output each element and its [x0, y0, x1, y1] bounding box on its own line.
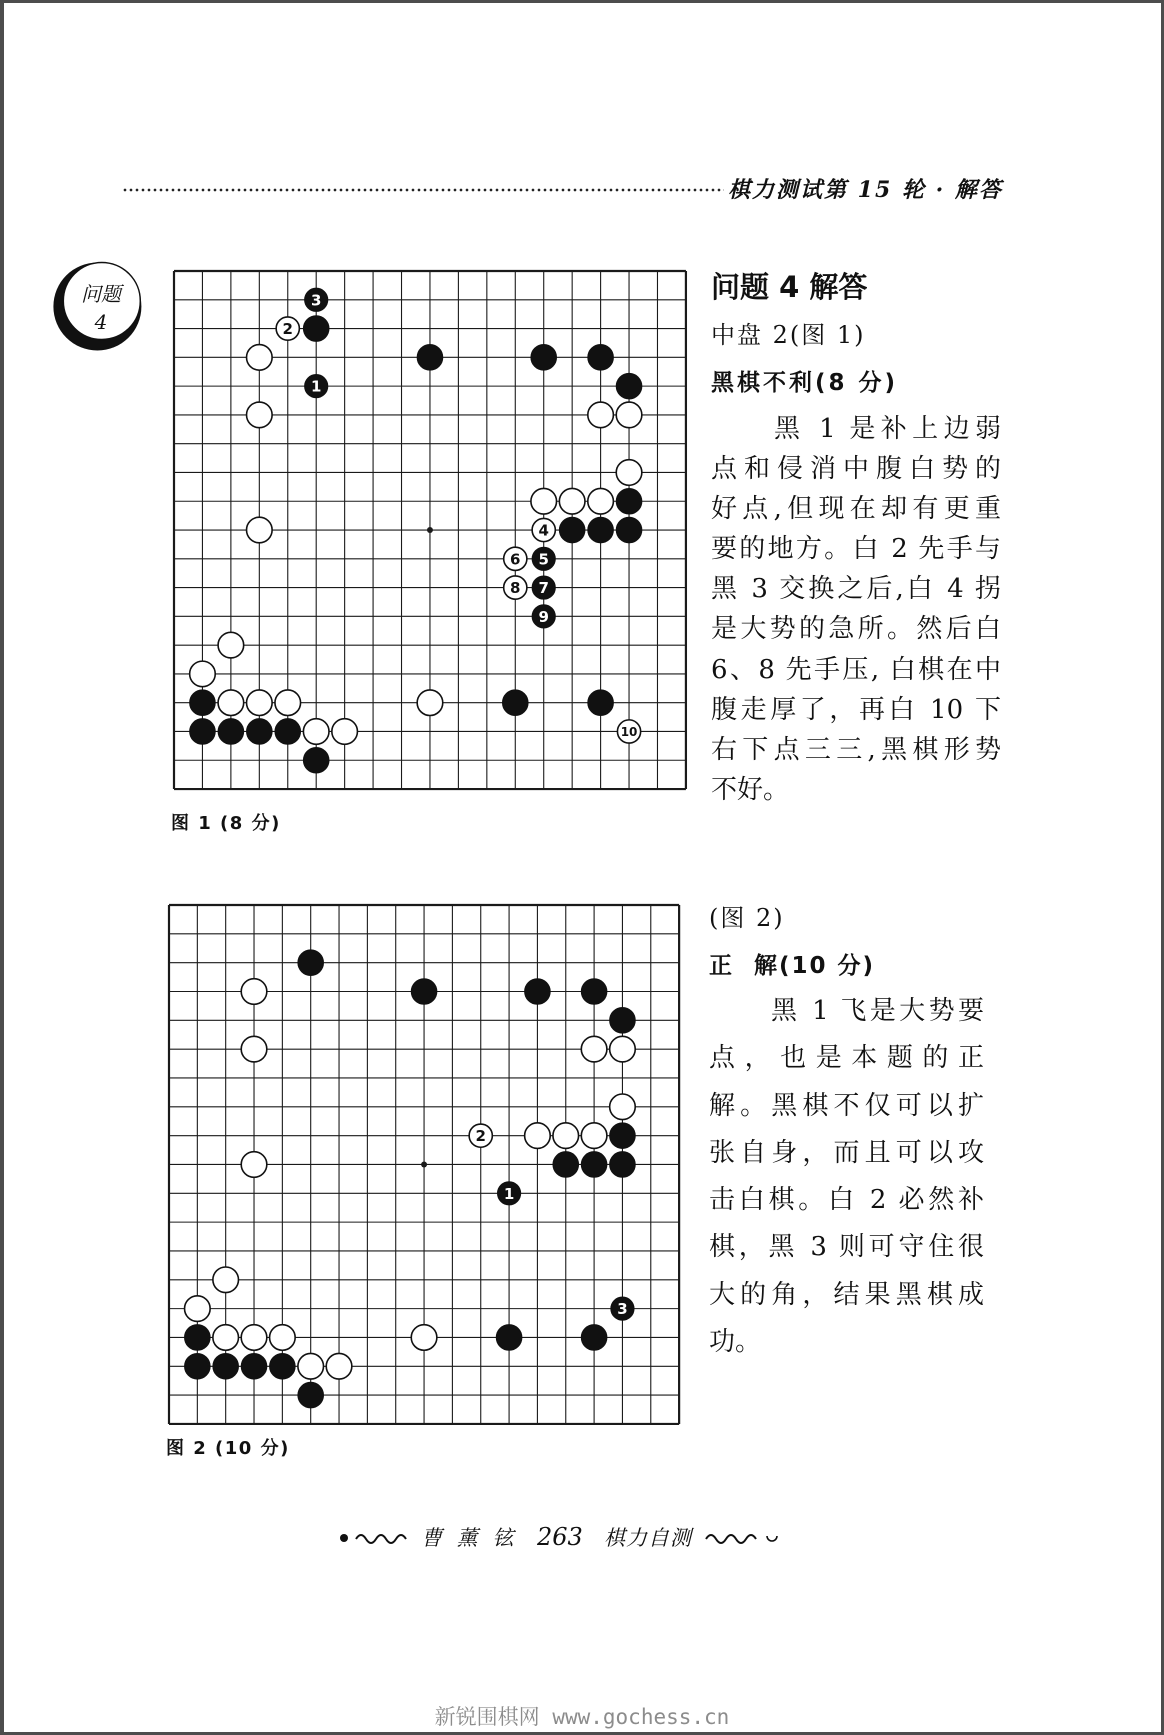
go-board-figure-2 [153, 889, 695, 1440]
black-stone [581, 979, 607, 1005]
move-number: 9 [538, 607, 549, 626]
answer-2-figure-ref: (图 2) [709, 904, 785, 932]
paragraph-line: 不好。 [711, 774, 790, 805]
white-stone [303, 719, 329, 745]
paragraph-line: 点和侵消中腹白势的 [711, 454, 1001, 485]
black-stone [213, 1353, 239, 1379]
black-stone [616, 517, 642, 543]
badge-number: 4 [94, 310, 108, 334]
move-number: 1 [503, 1184, 515, 1203]
paragraph-line: 好点,但现在却有更重 [711, 494, 1001, 525]
footer-end-ornament-icon [764, 1530, 780, 1546]
answer-1-paragraph [711, 409, 1001, 810]
footer-bullet-icon [340, 1534, 348, 1542]
white-stone [247, 402, 273, 428]
paragraph-line: 6、8 先手压, 白棋在中 [711, 654, 1001, 685]
black-stone [185, 1353, 211, 1379]
white-stone [241, 979, 267, 1005]
black-stone [581, 1325, 607, 1351]
black-stone [588, 345, 614, 371]
paragraph-line: 右下点三三,黑棋形势 [711, 734, 1001, 765]
move-number: 3 [617, 1300, 628, 1319]
white-stone [616, 460, 642, 486]
move-number: 1 [310, 377, 322, 396]
black-stone [247, 719, 273, 745]
black-stone [610, 1008, 636, 1034]
star-point [427, 527, 433, 533]
site-watermark: 新锐围棋网 www.gochess.cn [434, 1705, 730, 1729]
move-number: 6 [510, 550, 521, 569]
paragraph-line: 解。黑棋不仅可以扩 [709, 1090, 984, 1121]
paragraph-line: 点，也是本题的正 [709, 1043, 984, 1074]
figure-1-caption: 图 1 (8 分) [171, 813, 281, 834]
black-stone [190, 719, 216, 745]
go-board-figure-1 [158, 255, 702, 805]
white-stone [275, 690, 301, 716]
black-stone [496, 1325, 522, 1351]
black-stone [303, 747, 329, 773]
white-stone [185, 1296, 211, 1322]
star-point [421, 1161, 427, 1167]
footer-ornament-icon [704, 1530, 762, 1546]
white-stone [298, 1353, 324, 1379]
white-stone [559, 488, 585, 514]
footer-ornament-icon [354, 1530, 410, 1546]
black-stone [588, 517, 614, 543]
black-stone [417, 345, 443, 371]
white-stone [531, 488, 557, 514]
paragraph-line: 是大势的急所。然后白 [711, 614, 1001, 645]
white-stone [581, 1036, 607, 1062]
black-stone [190, 690, 216, 716]
white-stone [247, 345, 273, 371]
move-number: 10 [620, 724, 638, 739]
black-stone [588, 690, 614, 716]
white-stone [588, 402, 614, 428]
black-stone [411, 979, 437, 1005]
black-stone [610, 1152, 636, 1178]
header-dotted-rule [122, 188, 724, 192]
black-stone [616, 373, 642, 399]
paragraph-line: 击白棋。白 2 必然补 [709, 1185, 984, 1216]
white-stone [332, 719, 358, 745]
white-stone [553, 1123, 579, 1149]
white-stone [218, 690, 244, 716]
white-stone [247, 690, 273, 716]
move-number: 2 [282, 320, 293, 339]
footer-book-title: 棋力自测 [604, 1526, 692, 1550]
answer-1-verdict: 黑棋不利(8 分) [711, 370, 899, 396]
black-stone [218, 719, 244, 745]
badge-label: 问题 [81, 282, 121, 306]
white-stone [326, 1353, 352, 1379]
move-number: 7 [538, 579, 549, 598]
answer-heading: 问题 4 解答 [711, 270, 868, 304]
white-stone [411, 1325, 437, 1351]
paragraph-line: 要的地方。白 2 先手与 [711, 534, 1001, 565]
black-stone [502, 690, 528, 716]
white-stone [213, 1325, 239, 1351]
move-number: 3 [310, 291, 322, 310]
white-stone [417, 690, 443, 716]
white-stone [247, 517, 273, 543]
running-header-title: 棋力测试第 15 轮 · 解答 [728, 177, 1003, 203]
white-stone [213, 1267, 239, 1293]
problem-number-badge [50, 258, 150, 358]
white-stone [241, 1152, 267, 1178]
black-stone [241, 1353, 267, 1379]
black-stone [298, 1382, 324, 1408]
move-number: 2 [475, 1127, 486, 1146]
paragraph-line: 棋，黑 3 则可守住很 [709, 1232, 984, 1263]
paragraph-line: 大的角，结果黑棋成 [709, 1279, 984, 1310]
paragraph-line: 功。 [709, 1327, 762, 1358]
black-stone [525, 979, 551, 1005]
black-stone [270, 1353, 296, 1379]
white-stone [241, 1325, 267, 1351]
black-stone [616, 488, 642, 514]
black-stone [275, 719, 301, 745]
white-stone [588, 488, 614, 514]
answer-subtitle: 中盘 2(图 1) [711, 321, 866, 349]
move-number: 8 [510, 579, 521, 598]
black-stone [553, 1152, 579, 1178]
move-number: 4 [538, 521, 549, 540]
paragraph-line: 黑 3 交换之后,白 4 拐 [711, 574, 1001, 605]
page-number: 263 [537, 1523, 583, 1551]
move-number: 5 [538, 550, 549, 569]
black-stone [559, 517, 585, 543]
paragraph-line: 黑 1 是补上边弱 [774, 414, 1001, 444]
paragraph-line: 黑 1 飞是大势要 [771, 996, 984, 1026]
black-stone [185, 1325, 211, 1351]
black-stone [531, 345, 557, 371]
white-stone [610, 1036, 636, 1062]
white-stone [241, 1036, 267, 1062]
black-stone [610, 1123, 636, 1149]
paragraph-line: 张自身，而且可以攻 [709, 1137, 984, 1168]
white-stone [525, 1123, 551, 1149]
white-stone [616, 402, 642, 428]
footer-author: 曹 薰 铉 [421, 1526, 518, 1550]
white-stone [218, 632, 244, 658]
answer-2-paragraph [709, 988, 984, 1366]
black-stone [298, 950, 324, 976]
black-stone [303, 316, 329, 342]
black-stone [581, 1152, 607, 1178]
paragraph-line: 腹走厚了，再白 10 下 [711, 694, 1001, 725]
answer-2-verdict: 正 解(10 分) [709, 953, 876, 979]
white-stone [270, 1325, 296, 1351]
white-stone [190, 661, 216, 687]
figure-2-caption: 图 2 (10 分) [166, 1438, 290, 1459]
white-stone [581, 1123, 607, 1149]
white-stone [610, 1094, 636, 1120]
